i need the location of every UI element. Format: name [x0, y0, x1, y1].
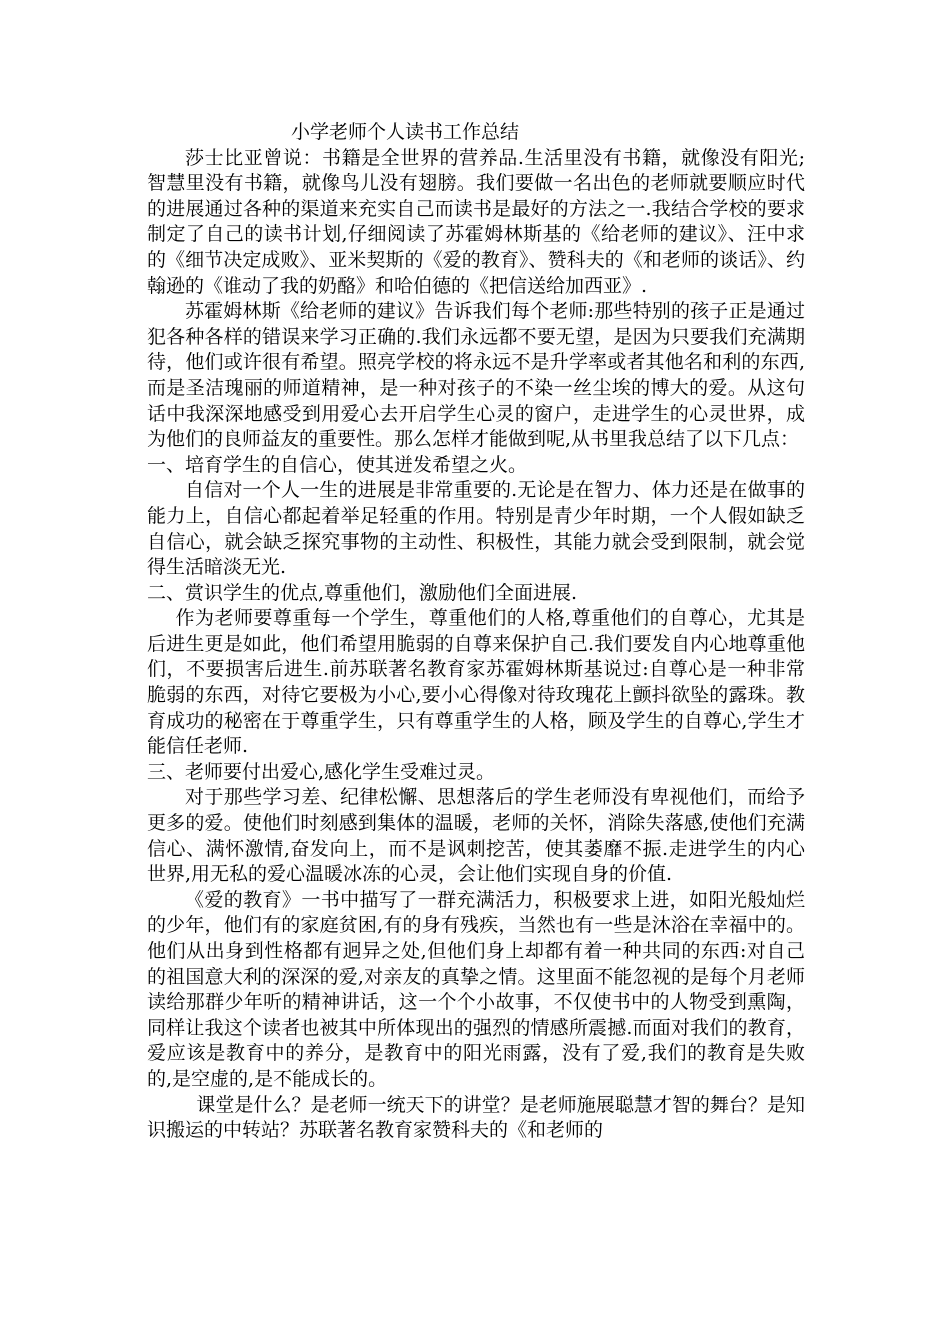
document-body [147, 120, 805, 1144]
paragraph-classroom: 课堂是什么？是老师一统天下的讲堂？是老师施展聪慧才智的舞台？是知识搬运的中转站？苏联著名教育家赞科夫的《和老师的 [147, 1093, 805, 1142]
paragraph-respect: 作为老师要尊重每一个学生，尊重他们的人格,尊重他们的自尊心，尤其是后进生更是如此，他们希望用脆弱的自尊来保护自己.我们要发自内心地尊重他们，不要损害后进生.前苏联著名教育家苏霍姆林斯基说过:自尊心是一种非常脆弱的东西，对待它要极为小心,要小心得像对待玫瑰花上颤抖欲坠的露珠。教育成功的秘密在于尊重学生，只有尊重学生的人格，顾及学生的自尊心,学生才能信任老师. [147, 607, 805, 758]
paragraph-suhomlinsky: 苏霍姆林斯《给老师的建议》告诉我们每个老师:那些特别的孩子正是通过犯各种各样的错误来学习正确的.我们永远都不要无望，是因为只要我们充满期待，他们或许很有希望。照亮学校的将永远不是升学率或者其他名和利的东西,而是圣洁瑰丽的师道精神，是一种对孩子的不染一丝尘埃的博大的爱。从这句话中我深深地感受到用爱心去开启学生心灵的窗户，走进学生的心灵世界，成为他们的良师益友的重要性。那么怎样才能做到呢,从书里我总结了以下几点： [147, 300, 805, 451]
section-heading-3: 三、老师要付出爱心,感化学生受难过灵。 [147, 760, 496, 783]
paragraph-education-of-love: 《爱的教育》一书中描写了一群充满活力，积极要求上进，如阳光般灿烂的少年，他们有的家庭贫困,有的身有残疾，当然也有一些是沐浴在幸福中的。他们从出身到性格都有迥异之处,但他们身上却都有着一种共同的东西:对自己的祖国意大利的深深的爱,对亲友的真挚之情。这里面不能忽视的是每个月老师读给那群少年听的精神讲话，这一个个小故事，不仅使书中的人物受到熏陶，同样让我这个读者也被其中所体现出的强烈的情感所震撼.而面对我们的教育，爱应该是教育中的养分，是教育中的阳光雨露，没有了爱,我们的教育是失败的,是空虚的,是不能成长的。 [147, 888, 805, 1090]
document-title: 小学老师个人读书工作总结 [291, 121, 520, 143]
paragraph-confidence: 自信对一个人一生的进展是非常重要的.无论是在智力、体力还是在做事的能力上，自信心都起着举足轻重的作用。特别是青少年时期，一个人假如缺乏自信心，就会缺乏探究事物的主动性、积极性，其能力就会受到限制，就会觉得生活暗淡无光. [147, 479, 805, 579]
section-heading-2: 二、赏识学生的优点,尊重他们，激励他们全面进展. [147, 581, 578, 604]
paragraph-intro: 莎士比亚曾说：书籍是全世界的营养品.生活里没有书籍，就像没有阳光;智慧里没有书籍，就像鸟儿没有翅膀。我们要做一名出色的老师就要顺应时代的进展通过各种的渠道来充实自己而读书是最好的方法之一.我结合学校的要求制定了自己的读书计划,仔细阅读了苏霍姆林斯基的《给老师的建议》、汪中求的《细节决定成败》、亚米契斯的《爱的教育》、赞科夫的《和老师的谈话》、约翰逊的《谁动了我的奶酪》和哈伯德的《把信送给加西亚》. [147, 146, 805, 297]
paragraph-love: 对于那些学习差、纪律松懈、思想落后的学生老师没有卑视他们，而给予更多的爱。使他们时刻感到集体的温暖，老师的关怀，消除失落感,使他们充满信心、满怀激情,奋发向上，而不是讽刺挖苦，使其萎靡不振.走进学生的内心世界,用无私的爱心温暖冰冻的心灵，会让他们实现自身的价值. [147, 786, 805, 886]
section-heading-1: 一、培育学生的自信心，使其迸发希望之火。 [147, 453, 528, 476]
